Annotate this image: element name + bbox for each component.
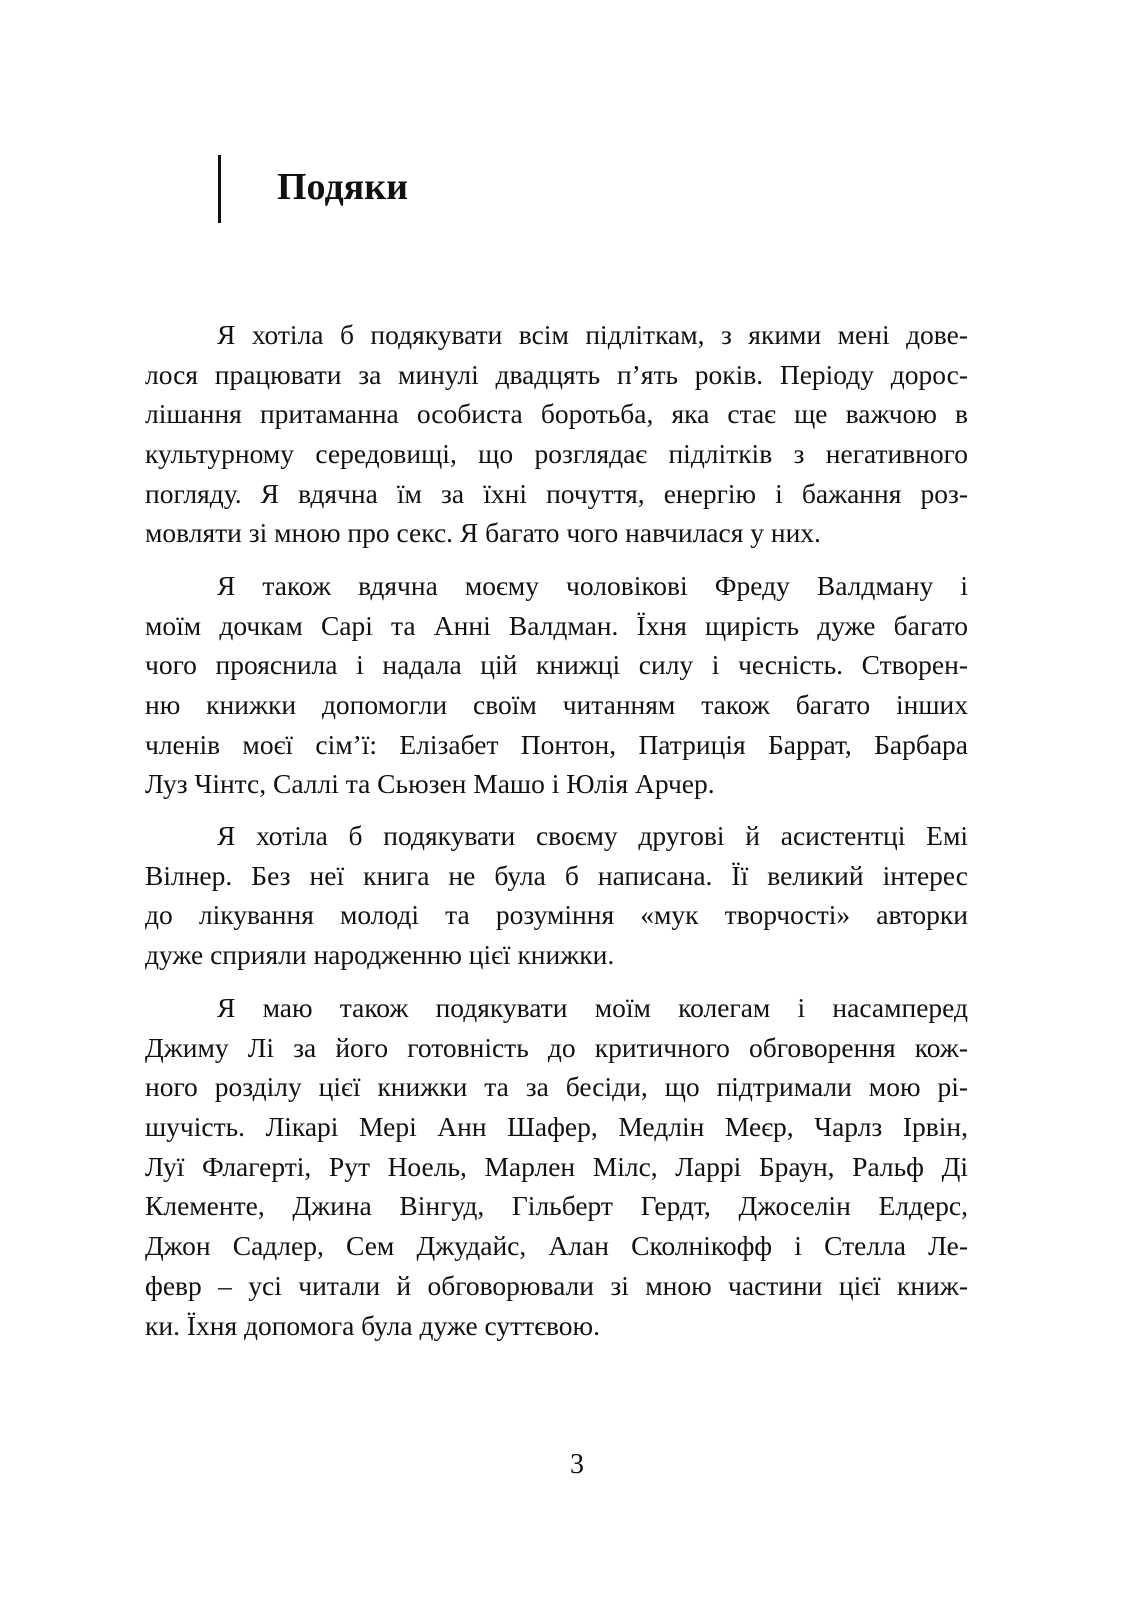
- paragraph-2: [145, 566, 968, 804]
- paragraph-3: [145, 816, 968, 975]
- text-line: ню книжки допомогли своїм читанням також багато інших: [145, 689, 968, 721]
- text-line: моїм дочкам Сарі та Анні Валдман. Їхня щирість дуже багато: [145, 609, 968, 641]
- text-line: Джиму Лі за його готовність до критичного обговорення кож-: [145, 1031, 968, 1063]
- text-line: лішання притаманна особиста боротьба, яка стає ще важчою в: [145, 398, 968, 430]
- paragraph-1: [145, 315, 968, 553]
- page-number: 3: [570, 1449, 584, 1480]
- text-line: Я хотіла б подякувати своєму другові й асистентці Емі: [217, 820, 968, 851]
- text-line: ного розділу цієї книжки та за бесіди, що підтримали мою рі-: [145, 1071, 968, 1103]
- text-line: Луї Флагерті, Рут Ноель, Марлен Мілс, Ларрі Браун, Ральф Ді: [145, 1150, 968, 1182]
- paragraph-4: [145, 988, 968, 1345]
- text-line: мовляти зі мною про секс. Я багато чого навчилася у них.: [145, 517, 821, 549]
- text-line: Джон Садлер, Сем Джудайс, Алан Сколнікофф і Стелла Ле-: [145, 1230, 968, 1262]
- text-line: культурному середовищі, що розглядає підлітків з негативного: [145, 438, 968, 470]
- text-line: шучість. Лікарі Мері Анн Шафер, Медлін Меєр, Чарлз Ірвін,: [145, 1111, 968, 1143]
- text-line: членів моєї сім’ї: Елізабет Понтон, Патриція Баррат, Барбара: [145, 728, 968, 760]
- text-line: лося працювати за минулі двадцять п’ять років. Періоду дорос-: [145, 358, 968, 390]
- text-line: Я хотіла б подякувати всім підліткам, з якими мені дове-: [217, 319, 968, 350]
- text-line: ки. Їхня допомога була дуже суттєвою.: [145, 1309, 600, 1341]
- text-line: Луз Чінтс, Саллі та Сьюзен Машо і Юлія Арчер.: [145, 768, 715, 800]
- text-line: Я маю також подякувати моїм колегам і насамперед: [217, 992, 968, 1023]
- text-line: Клементе, Джина Вінгуд, Гільберт Гердт, Джоселін Елдерс,: [145, 1190, 968, 1222]
- text-line: до лікування молоді та розуміння «мук творчості» авторки: [145, 899, 968, 931]
- text-line: чого прояснила і надала цій книжці силу і чесність. Створен-: [145, 649, 968, 681]
- text-line: погляду. Я вдячна їм за їхні почуття, енергію і бажання роз-: [145, 477, 968, 509]
- text-line: февр – усі читали й обговорювали зі мною частини цієї книж-: [145, 1269, 968, 1301]
- text-line: дуже сприяли народженню цієї книжки.: [145, 939, 615, 971]
- page-title: Подяки: [277, 166, 409, 208]
- heading-rule: [218, 155, 221, 223]
- text-line: Я також вдячна моєму чоловікові Фреду Валдману і: [217, 570, 968, 601]
- text-line: Вілнер. Без неї книга не була б написана. Її великий інтерес: [145, 859, 968, 891]
